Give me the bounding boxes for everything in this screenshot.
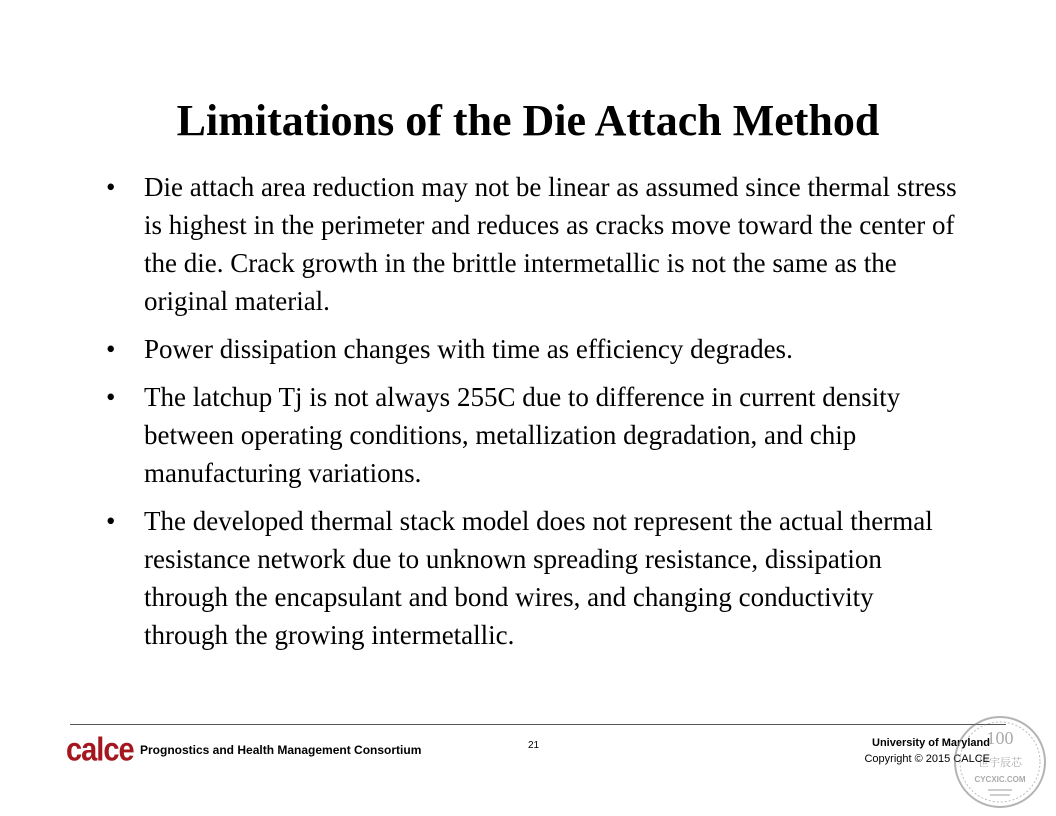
- page-number: 21: [528, 740, 540, 751]
- calce-logo: calce: [66, 731, 134, 769]
- copyright-text: Copyright © 2015 CALCE: [864, 753, 990, 765]
- university-name: University of Maryland: [872, 737, 990, 749]
- bullet-text: The developed thermal stack model does not represent the actual thermal resistance network due to unknown spreading resistance, dissipation through the encapsulant and bond wires, and changing conductivity through the growing intermetallic.: [144, 506, 933, 650]
- bullet-item: [104, 378, 964, 492]
- bullet-list: [104, 168, 964, 664]
- consortium-label: Prognostics and Health Management Consortium: [140, 743, 422, 757]
- watermark-middle-text: 世宇辰芯: [978, 756, 1022, 769]
- slide-title: Limitations of the Die Attach Method: [176, 96, 880, 145]
- bullet-text: The latchup Tj is not always 255C due to difference in current density between operating conditions, metallization degradation, and chip manufacturing variations.: [144, 382, 901, 488]
- bullet-dot-icon: •: [106, 172, 116, 202]
- bullet-item: [104, 330, 964, 368]
- watermark-bottom-text: CYCXIC.COM: [974, 775, 1026, 784]
- watermark-top-text: 100: [986, 728, 1014, 748]
- bullet-dot-icon: •: [106, 506, 116, 536]
- bullet-item: [104, 168, 964, 320]
- bullet-dot-icon: •: [106, 334, 116, 364]
- bullet-dot-icon: •: [106, 382, 116, 412]
- bullet-text: Power dissipation changes with time as efficiency degrades.: [144, 334, 793, 364]
- bullet-text: Die attach area reduction may not be linear as assumed since thermal stress is highest in the perimeter and reduces as cracks move toward the center of the die. Crack growth in the brittle intermetallic is not the same as the original material.: [144, 172, 957, 316]
- footer-divider: [70, 724, 1006, 725]
- watermark-stamp-icon: [952, 714, 1048, 810]
- bullet-item: [104, 502, 964, 654]
